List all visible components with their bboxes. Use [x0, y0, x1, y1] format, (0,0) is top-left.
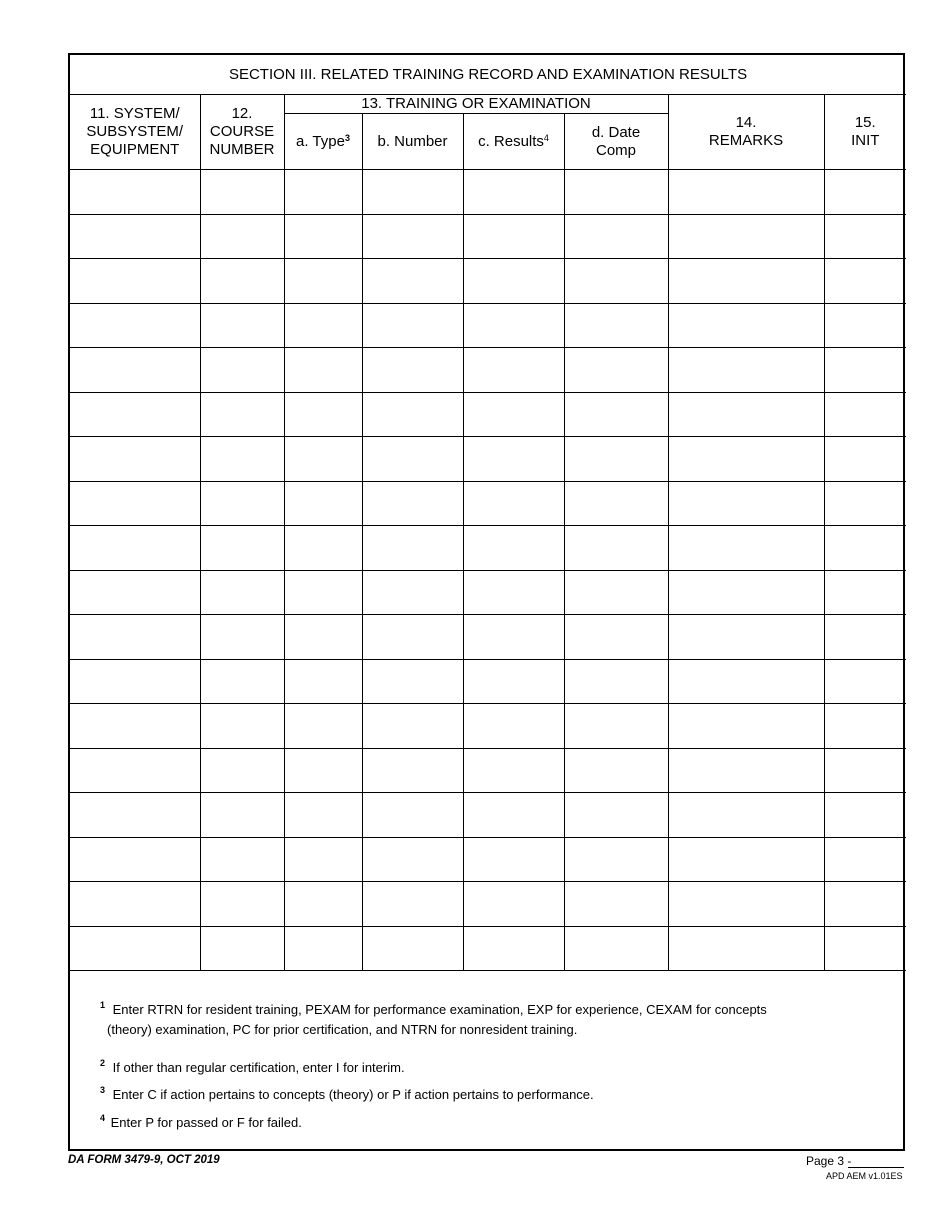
- cell-results[interactable]: [463, 837, 564, 882]
- footnote-4-text: Enter P for passed or F for failed.: [110, 1115, 302, 1130]
- cell-date-comp[interactable]: [564, 748, 668, 793]
- table-row: [70, 437, 906, 482]
- cell-init[interactable]: [824, 526, 906, 571]
- table-row: [70, 214, 906, 259]
- cell-results[interactable]: [463, 392, 564, 437]
- cell-type[interactable]: [284, 526, 362, 571]
- cell-date-comp[interactable]: [564, 926, 668, 971]
- cell-number[interactable]: [362, 926, 463, 971]
- cell-number[interactable]: [362, 170, 463, 215]
- cell-course-number[interactable]: [200, 214, 284, 259]
- cell-results[interactable]: [463, 882, 564, 927]
- cell-number[interactable]: [362, 259, 463, 304]
- table-body: [70, 170, 906, 971]
- footnote-4: [100, 1113, 860, 1133]
- cell-date-comp[interactable]: [564, 570, 668, 615]
- cell-course-number[interactable]: [200, 526, 284, 571]
- cell-system[interactable]: [70, 615, 200, 660]
- table-row: [70, 392, 906, 437]
- cell-number[interactable]: [362, 303, 463, 348]
- cell-results[interactable]: [463, 659, 564, 704]
- version-label: APD AEM v1.01ES: [826, 1171, 903, 1181]
- col-header-remarks-line2: REMARKS: [708, 132, 784, 149]
- cell-results[interactable]: [463, 748, 564, 793]
- cell-results[interactable]: [463, 793, 564, 838]
- cell-type[interactable]: [284, 348, 362, 393]
- footnote-2-mark: 2: [100, 1058, 106, 1068]
- col-header-results-label: c. Results: [478, 132, 544, 150]
- cell-system[interactable]: [70, 570, 200, 615]
- cell-system[interactable]: [70, 748, 200, 793]
- col-header-results-footnote: 4: [543, 132, 549, 143]
- cell-results[interactable]: [463, 526, 564, 571]
- col-header-remarks: [668, 95, 824, 170]
- footnote-2-text: If other than regular certification, enter I for interim.: [112, 1060, 405, 1075]
- footnote-3-text: Enter C if action pertains to concepts (theory) or P if action pertains to performance.: [112, 1087, 594, 1102]
- col-header-course-number: [200, 95, 284, 170]
- cell-system[interactable]: [70, 793, 200, 838]
- cell-date-comp[interactable]: [564, 615, 668, 660]
- cell-number[interactable]: [362, 793, 463, 838]
- cell-init[interactable]: [824, 837, 906, 882]
- cell-course-number[interactable]: [200, 570, 284, 615]
- cell-date-comp[interactable]: [564, 348, 668, 393]
- cell-type[interactable]: [284, 615, 362, 660]
- col-header-number: b. Number: [362, 114, 463, 170]
- cell-init[interactable]: [824, 437, 906, 482]
- cell-number[interactable]: [362, 659, 463, 704]
- cell-number[interactable]: [362, 748, 463, 793]
- cell-number[interactable]: [362, 570, 463, 615]
- cell-type[interactable]: [284, 392, 362, 437]
- cell-init[interactable]: [824, 348, 906, 393]
- footnote-1: [100, 1000, 860, 1040]
- cell-type[interactable]: [284, 570, 362, 615]
- table-row: [70, 837, 906, 882]
- cell-number[interactable]: [362, 348, 463, 393]
- col-header-system-line3: EQUIPMENT: [90, 141, 180, 158]
- cell-results[interactable]: [463, 348, 564, 393]
- cell-course-number[interactable]: [200, 882, 284, 927]
- cell-type[interactable]: [284, 793, 362, 838]
- cell-number[interactable]: [362, 392, 463, 437]
- cell-remarks[interactable]: [668, 259, 824, 304]
- cell-remarks[interactable]: [668, 793, 824, 838]
- cell-remarks[interactable]: [668, 481, 824, 526]
- cell-system[interactable]: [70, 303, 200, 348]
- cell-course-number[interactable]: [200, 437, 284, 482]
- cell-type[interactable]: [284, 659, 362, 704]
- cell-init[interactable]: [824, 615, 906, 660]
- cell-remarks[interactable]: [668, 659, 824, 704]
- cell-type[interactable]: [284, 481, 362, 526]
- cell-init[interactable]: [824, 214, 906, 259]
- col-header-course-line3: NUMBER: [209, 141, 275, 158]
- cell-type[interactable]: [284, 303, 362, 348]
- cell-type[interactable]: [284, 748, 362, 793]
- cell-date-comp[interactable]: [564, 392, 668, 437]
- cell-date-comp[interactable]: [564, 704, 668, 749]
- cell-course-number[interactable]: [200, 926, 284, 971]
- cell-system[interactable]: [70, 704, 200, 749]
- col-header-system-line1: 11. SYSTEM/: [89, 105, 180, 122]
- cell-init[interactable]: [824, 303, 906, 348]
- cell-init[interactable]: [824, 170, 906, 215]
- cell-number[interactable]: [362, 481, 463, 526]
- cell-date-comp[interactable]: [564, 882, 668, 927]
- cell-course-number[interactable]: [200, 615, 284, 660]
- col-header-results: [463, 114, 564, 170]
- form-frame: [68, 53, 905, 1151]
- version-overline: [848, 1167, 904, 1168]
- table-row: [70, 348, 906, 393]
- cell-results[interactable]: [463, 303, 564, 348]
- cell-system[interactable]: [70, 214, 200, 259]
- cell-results[interactable]: [463, 615, 564, 660]
- cell-system[interactable]: [70, 837, 200, 882]
- col-header-init-line1: 15.: [854, 114, 876, 131]
- col-header-course-line1: 12.: [231, 105, 253, 122]
- cell-remarks[interactable]: [668, 837, 824, 882]
- cell-course-number[interactable]: [200, 704, 284, 749]
- footnote-1-line2: (theory) examination, PC for prior certification, and NTRN for nonresident training.: [107, 1022, 578, 1037]
- cell-course-number[interactable]: [200, 303, 284, 348]
- col-header-remarks-line1: 14.: [735, 114, 757, 131]
- cell-remarks[interactable]: [668, 303, 824, 348]
- table-row: [70, 793, 906, 838]
- table-row: [70, 303, 906, 348]
- col-header-system: [70, 95, 200, 170]
- cell-course-number[interactable]: [200, 170, 284, 215]
- table-row: [70, 882, 906, 927]
- cell-course-number[interactable]: [200, 481, 284, 526]
- cell-date-comp[interactable]: [564, 214, 668, 259]
- cell-remarks[interactable]: [668, 348, 824, 393]
- cell-date-comp[interactable]: [564, 437, 668, 482]
- col-header-type: [284, 114, 362, 170]
- cell-course-number[interactable]: [200, 748, 284, 793]
- cell-date-comp[interactable]: [564, 659, 668, 704]
- cell-system[interactable]: [70, 481, 200, 526]
- cell-course-number[interactable]: [200, 793, 284, 838]
- col-header-date-line1: d. Date: [591, 123, 641, 141]
- cell-number[interactable]: [362, 437, 463, 482]
- cell-system[interactable]: [70, 392, 200, 437]
- cell-system[interactable]: [70, 170, 200, 215]
- cell-type[interactable]: [284, 214, 362, 259]
- col-header-init: [824, 95, 906, 170]
- cell-number[interactable]: [362, 837, 463, 882]
- table-row: [70, 926, 906, 971]
- cell-results[interactable]: [463, 170, 564, 215]
- table-row: [70, 259, 906, 304]
- cell-init[interactable]: [824, 259, 906, 304]
- form-identifier: DA FORM 3479-9, OCT 2019: [68, 1154, 220, 1166]
- cell-init[interactable]: [824, 570, 906, 615]
- cell-init[interactable]: [824, 793, 906, 838]
- cell-number[interactable]: [362, 214, 463, 259]
- footnote-1-line1: Enter RTRN for resident training, PEXAM for performance examination, EXP for experience, CEXAM for concepts: [112, 1002, 767, 1017]
- cell-remarks[interactable]: [668, 748, 824, 793]
- page-number: Page 3 -: [806, 1154, 852, 1168]
- cell-date-comp[interactable]: [564, 170, 668, 215]
- col-header-date-comp: [564, 114, 668, 170]
- cell-number[interactable]: [362, 704, 463, 749]
- footnote-3: [100, 1085, 860, 1105]
- cell-remarks[interactable]: [668, 170, 824, 215]
- col-header-date-line2: Comp: [595, 141, 636, 159]
- cell-system[interactable]: [70, 526, 200, 571]
- cell-results[interactable]: [463, 214, 564, 259]
- cell-results[interactable]: [463, 437, 564, 482]
- cell-remarks[interactable]: [668, 437, 824, 482]
- cell-number[interactable]: [362, 615, 463, 660]
- cell-init[interactable]: [824, 392, 906, 437]
- cell-init[interactable]: [824, 659, 906, 704]
- cell-system[interactable]: [70, 259, 200, 304]
- cell-results[interactable]: [463, 704, 564, 749]
- cell-date-comp[interactable]: [564, 303, 668, 348]
- cell-init[interactable]: [824, 748, 906, 793]
- cell-type[interactable]: [284, 259, 362, 304]
- cell-course-number[interactable]: [200, 659, 284, 704]
- col-header-course-line2: COURSE: [209, 123, 275, 140]
- cell-course-number[interactable]: [200, 392, 284, 437]
- cell-results[interactable]: [463, 926, 564, 971]
- table-row: [70, 659, 906, 704]
- footnote-4-mark: 4: [100, 1113, 106, 1123]
- cell-date-comp[interactable]: [564, 793, 668, 838]
- col-header-type-label: a. Type: [296, 132, 345, 150]
- cell-remarks[interactable]: [668, 214, 824, 259]
- cell-remarks[interactable]: [668, 392, 824, 437]
- footnote-3-mark: 3: [100, 1085, 106, 1095]
- cell-type[interactable]: [284, 837, 362, 882]
- cell-system[interactable]: [70, 437, 200, 482]
- cell-number[interactable]: [362, 526, 463, 571]
- cell-remarks[interactable]: [668, 926, 824, 971]
- cell-results[interactable]: [463, 259, 564, 304]
- cell-number[interactable]: [362, 882, 463, 927]
- cell-init[interactable]: [824, 481, 906, 526]
- cell-course-number[interactable]: [200, 348, 284, 393]
- cell-date-comp[interactable]: [564, 259, 668, 304]
- col-header-init-line2: INIT: [851, 132, 880, 149]
- table-row: [70, 704, 906, 749]
- cell-course-number[interactable]: [200, 259, 284, 304]
- table-row: [70, 615, 906, 660]
- cell-results[interactable]: [463, 570, 564, 615]
- cell-type[interactable]: [284, 926, 362, 971]
- cell-system[interactable]: [70, 659, 200, 704]
- table-row: [70, 170, 906, 215]
- table-row: [70, 748, 906, 793]
- cell-course-number[interactable]: [200, 837, 284, 882]
- cell-system[interactable]: [70, 926, 200, 971]
- cell-init[interactable]: [824, 882, 906, 927]
- table-row: [70, 481, 906, 526]
- cell-type[interactable]: [284, 170, 362, 215]
- cell-init[interactable]: [824, 926, 906, 971]
- cell-remarks[interactable]: [668, 704, 824, 749]
- cell-system[interactable]: [70, 882, 200, 927]
- cell-remarks[interactable]: [668, 570, 824, 615]
- cell-remarks[interactable]: [668, 526, 824, 571]
- footnote-2: [100, 1058, 860, 1078]
- cell-date-comp[interactable]: [564, 481, 668, 526]
- table-row: [70, 526, 906, 571]
- footnote-1-mark: 1: [100, 1000, 106, 1010]
- cell-remarks[interactable]: [668, 882, 824, 927]
- cell-type[interactable]: [284, 882, 362, 927]
- cell-type[interactable]: [284, 704, 362, 749]
- col-header-system-line2: SUBSYSTEM/: [86, 123, 184, 140]
- cell-date-comp[interactable]: [564, 526, 668, 571]
- cell-remarks[interactable]: [668, 615, 824, 660]
- cell-init[interactable]: [824, 704, 906, 749]
- table-row: [70, 570, 906, 615]
- cell-date-comp[interactable]: [564, 837, 668, 882]
- col-header-type-footnote: 3: [344, 132, 350, 143]
- col-header-training-group: 13. TRAINING OR EXAMINATION: [284, 95, 668, 114]
- cell-system[interactable]: [70, 348, 200, 393]
- cell-type[interactable]: [284, 437, 362, 482]
- training-record-table: [70, 55, 906, 971]
- cell-results[interactable]: [463, 481, 564, 526]
- section-title: SECTION III. RELATED TRAINING RECORD AND EXAMINATION RESULTS: [70, 55, 906, 95]
